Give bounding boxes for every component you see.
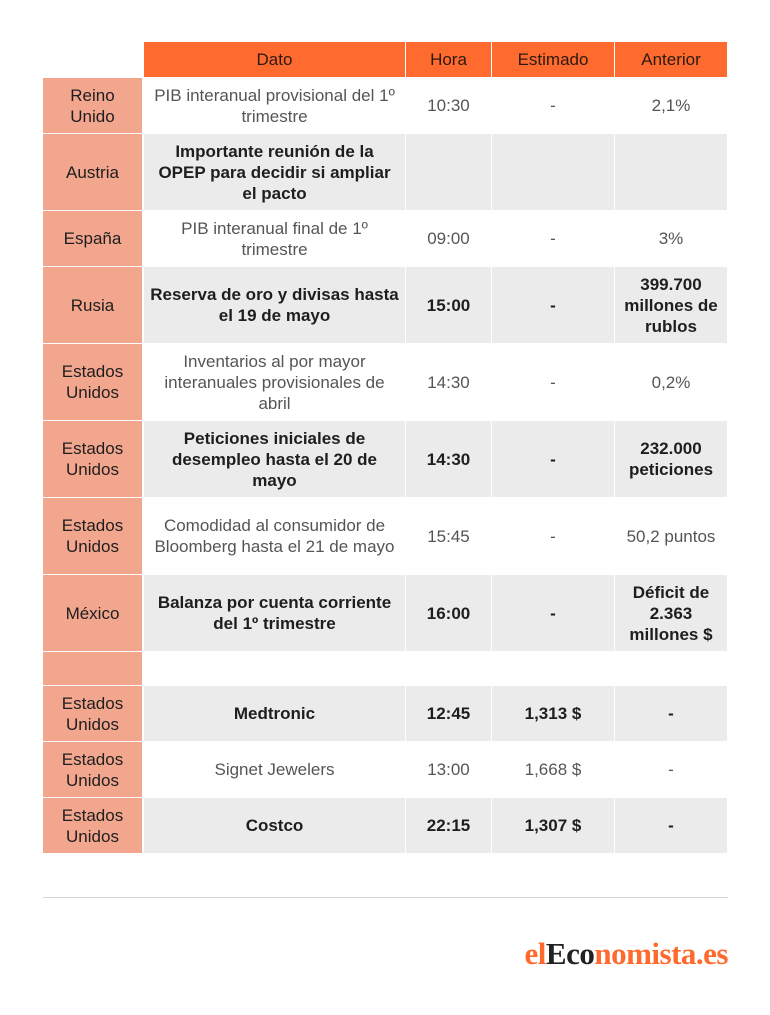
table-row xyxy=(43,742,728,798)
logo-part-el: el xyxy=(524,936,546,971)
anterior-cell: 50,2 puntos xyxy=(615,498,728,575)
hora-cell: 09:00 xyxy=(406,211,492,267)
anterior-cell xyxy=(615,134,728,211)
hora-cell: 15:45 xyxy=(406,498,492,575)
hora-cell xyxy=(406,134,492,211)
hora-cell: 16:00 xyxy=(406,575,492,652)
estimado-cell: 1,307 $ xyxy=(492,798,615,854)
hora-cell: 10:30 xyxy=(406,78,492,134)
table-row xyxy=(43,344,728,421)
country-cell: Estados Unidos xyxy=(43,742,144,798)
dato-cell: Medtronic xyxy=(144,686,406,742)
economic-calendar-table xyxy=(43,42,728,854)
estimado-cell xyxy=(492,134,615,211)
footer-divider xyxy=(43,897,728,898)
table-row xyxy=(43,575,728,652)
dato-cell: PIB interanual final de 1º trimestre xyxy=(144,211,406,267)
country-cell: Reino Unido xyxy=(43,78,144,134)
eleconomista-logo xyxy=(525,936,728,972)
estimado-cell: - xyxy=(492,421,615,498)
header-dato: Dato xyxy=(144,42,406,78)
table-row xyxy=(43,686,728,742)
anterior-cell: 2,1% xyxy=(615,78,728,134)
hora-cell: 14:30 xyxy=(406,344,492,421)
header-hora: Hora xyxy=(406,42,492,78)
country-cell: España xyxy=(43,211,144,267)
estimado-cell: 1,313 $ xyxy=(492,686,615,742)
table-row xyxy=(43,798,728,854)
dato-cell: Reserva de oro y divisas hasta el 19 de mayo xyxy=(144,267,406,344)
anterior-cell: Déficit de 2.363 millones $ xyxy=(615,575,728,652)
hora-cell: 22:15 xyxy=(406,798,492,854)
hora-cell: 14:30 xyxy=(406,421,492,498)
dato-cell: Inventarios al por mayor interanuales provisionales de abril xyxy=(144,344,406,421)
anterior-cell: 399.700 millones de rublos xyxy=(615,267,728,344)
dato-cell: Signet Jewelers xyxy=(144,742,406,798)
estimado-cell: 1,668 $ xyxy=(492,742,615,798)
anterior-cell: 3% xyxy=(615,211,728,267)
header-anterior: Anterior xyxy=(615,42,728,78)
hora-cell: 12:45 xyxy=(406,686,492,742)
estimado-cell: - xyxy=(492,78,615,134)
logo-part-nomista: nomista xyxy=(594,936,696,971)
table-row xyxy=(43,267,728,344)
anterior-cell: - xyxy=(615,742,728,798)
anterior-cell: - xyxy=(615,686,728,742)
estimado-cell: - xyxy=(492,267,615,344)
dato-cell: Importante reunión de la OPEP para decidir si ampliar el pacto xyxy=(144,134,406,211)
header-blank xyxy=(43,42,144,78)
logo-part-es: .es xyxy=(695,936,728,971)
country-cell: Estados Unidos xyxy=(43,498,144,575)
logo-part-eco: Eco xyxy=(545,936,595,971)
table-row xyxy=(43,134,728,211)
spacer-row xyxy=(43,652,728,686)
dato-cell: Balanza por cuenta corriente del 1º trimestre xyxy=(144,575,406,652)
header-row xyxy=(43,42,728,78)
country-cell: Estados Unidos xyxy=(43,344,144,421)
country-cell: Estados Unidos xyxy=(43,798,144,854)
country-cell: Estados Unidos xyxy=(43,421,144,498)
dato-cell: Peticiones iniciales de desempleo hasta el 20 de mayo xyxy=(144,421,406,498)
anterior-cell: 232.000 peticiones xyxy=(615,421,728,498)
estimado-cell: - xyxy=(492,498,615,575)
hora-cell: 15:00 xyxy=(406,267,492,344)
country-cell: México xyxy=(43,575,144,652)
estimado-cell: - xyxy=(492,344,615,421)
table-row xyxy=(43,78,728,134)
estimado-cell: - xyxy=(492,211,615,267)
anterior-cell: - xyxy=(615,798,728,854)
table-row xyxy=(43,211,728,267)
dato-cell: Comodidad al consumidor de Bloomberg hasta el 21 de mayo xyxy=(144,498,406,575)
dato-cell: Costco xyxy=(144,798,406,854)
hora-cell: 13:00 xyxy=(406,742,492,798)
country-cell: Rusia xyxy=(43,267,144,344)
estimado-cell: - xyxy=(492,575,615,652)
table-row xyxy=(43,498,728,575)
table-row xyxy=(43,421,728,498)
country-cell: Estados Unidos xyxy=(43,686,144,742)
header-estimado: Estimado xyxy=(492,42,615,78)
dato-cell: PIB interanual provisional del 1º trimestre xyxy=(144,78,406,134)
country-cell: Austria xyxy=(43,134,144,211)
country-cell xyxy=(43,652,144,686)
anterior-cell: 0,2% xyxy=(615,344,728,421)
